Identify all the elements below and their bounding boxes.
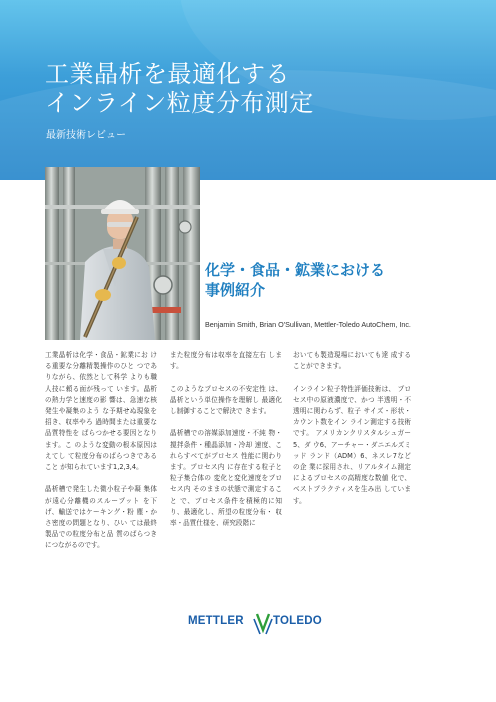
body-paragraph: インライン粒子特性評価技術は、 プロセス中の原液濃度で、かつ 半透明・不透明に関わらず、粒子 サイズ・形状・カウント数をイン ライン測定する技術です。 アメリカンクリスタルシュガー5、ダ ウ6、アーチャー・ダニエルズミッド ランド（ADM）6、ネスレ7などの企 業に採用され、リアルタイム測定 によるプロセスの高精度な数値 化で、ベストプラクティスを生み出 しています。 [293,384,411,505]
body-paragraph: 晶析槽で発生した微小粒子や凝 集体が遠心分離機のスループット を下げ、輸送ではケーキング・粉 塵・かさ密度の問題となり、ひい ては最終製品での粒度分布と品 質のばらつきにつながるのです。 [45,485,157,550]
section-heading [205,260,385,300]
header-band [0,0,496,180]
section-heading-line-1: 化学・食品・鉱業における [205,261,386,279]
body-paragraph: 晶析槽での溶媒添加速度・不純 物・撹拌条件・種晶添加・冷却 速度、これらすべてがプロセス 性能に関わります。プロセス内 に存在する粒子と粒子集合体の 変化と変化速度をプロセス内 そのままの状態で測定すること で、プロセス条件を積極的に知 り、最適化し、所望の粒度分布・ 収率・品質仕様を、研究段階に [170,429,282,528]
mettler-toledo-logo [188,612,328,632]
body-column-1 [45,350,157,552]
body-paragraph: 工業晶析は化学・食品・鉱業にお ける重要な分離精製操作のひと つでありながら、依然として科学 よりも職人技に頼る面が残って います。晶析の熱力学と速度の影 響は、急速な核発生や凝集のよう な予期せぬ現象を招き、収率やろ 過時間または重要な品質特性を ばらつかせる要因となります。こ のような変動の根本原因はえてし て粒度分布のばらつきであること が知られています1,2,3,4。 [45,351,157,472]
author-line: Benjamin Smith, Brian O'Sullivan, Mettler-Toledo AutoChem, Inc. [205,320,411,329]
title-line-1: 工業晶析を最適化する [45,60,290,88]
body-paragraph: また粒度分布は収率を直接左右 します。 [170,351,282,371]
body-column-2 [170,350,282,529]
page-title [45,60,314,118]
section-heading-line-2: 事例紹介 [205,281,266,299]
body-paragraph: おいても製造現場においても達 成することができます。 [293,351,411,371]
worker-photo [45,167,200,340]
photo-illustration [45,167,200,340]
page-subtitle: 最新技術レビュー [46,130,126,141]
logo-word-mettler: METTLER [188,615,244,627]
body-paragraph: このようなプロセスの不安定性 は、晶析という単位操作を理解し 最適化し制御することで解決で きます。 [170,384,282,415]
logo-word-toledo: TOLEDO [273,615,322,627]
body-column-3 [293,350,411,507]
title-line-2: インライン粒度分布測定 [45,89,314,117]
